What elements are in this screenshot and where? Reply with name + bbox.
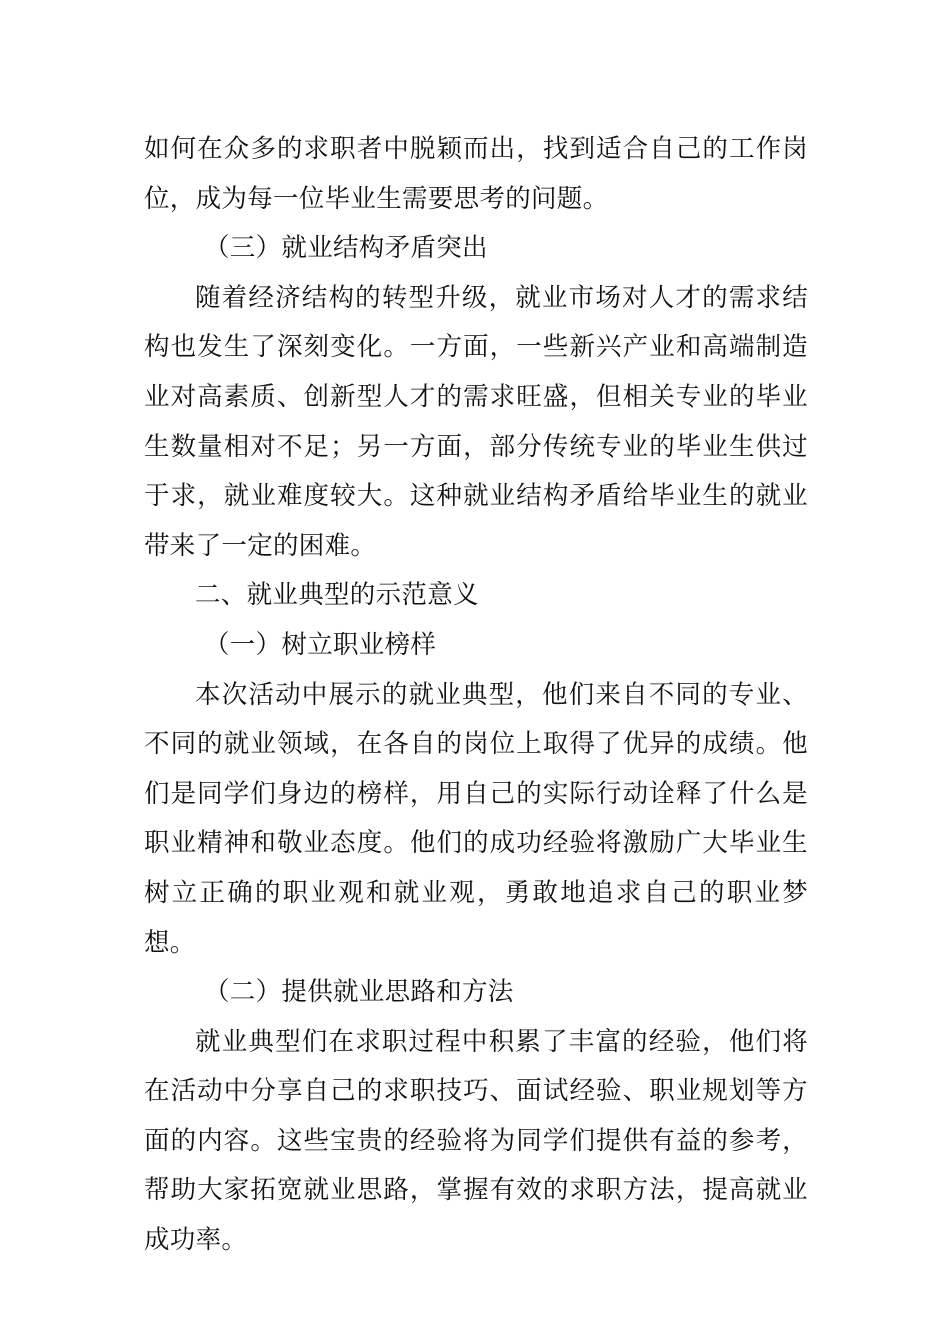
paragraph-continued: 如何在众多的求职者中脱颖而出，找到适合自己的工作岗位，成为每一位毕业生需要思考的问题。 <box>144 134 808 214</box>
paragraph-role-model: 本次活动中展示的就业典型，他们来自不同的专业、不同的就业领域，在各自的岗位上取得了优异的成绩。他们是同学们身边的榜样，用自己的实际行动诠释了什么是职业精神和敬业态度。他们的成功经验将激励广大毕业生树立正确的职业观和就业观，勇敢地追求自己的职业梦想。 <box>144 679 808 958</box>
section-heading-demonstration: 二、就业典型的示范意义 <box>195 580 479 611</box>
subheading-structure-contradiction: （三）就业结构矛盾突出 <box>204 233 488 264</box>
paragraph-ideas-methods: 就业典型们在求职过程中积累了丰富的经验，他们将在活动中分享自己的求职技巧、面试经验、职业规划等方面的内容。这些宝贵的经验将为同学们提供有益的参考，帮助大家拓宽就业思路，掌握有效的求职方法，提高就业成功率。 <box>144 1026 808 1256</box>
document-body <box>144 125 808 1266</box>
subheading-role-model: （一）树立职业榜样 <box>204 629 437 660</box>
paragraph-structure-contradiction: 随着经济结构的转型升级，就业市场对人才的需求结构也发生了深刻变化。一方面，一些新兴产业和高端制造业对高素质、创新型人才的需求旺盛，但相关专业的毕业生数量相对不足；另一方面，部分传统专业的毕业生供过于求，就业难度较大。这种就业结构矛盾给毕业生的就业带来了一定的困难。 <box>144 282 808 561</box>
subheading-ideas-methods: （二）提供就业思路和方法 <box>204 977 514 1008</box>
